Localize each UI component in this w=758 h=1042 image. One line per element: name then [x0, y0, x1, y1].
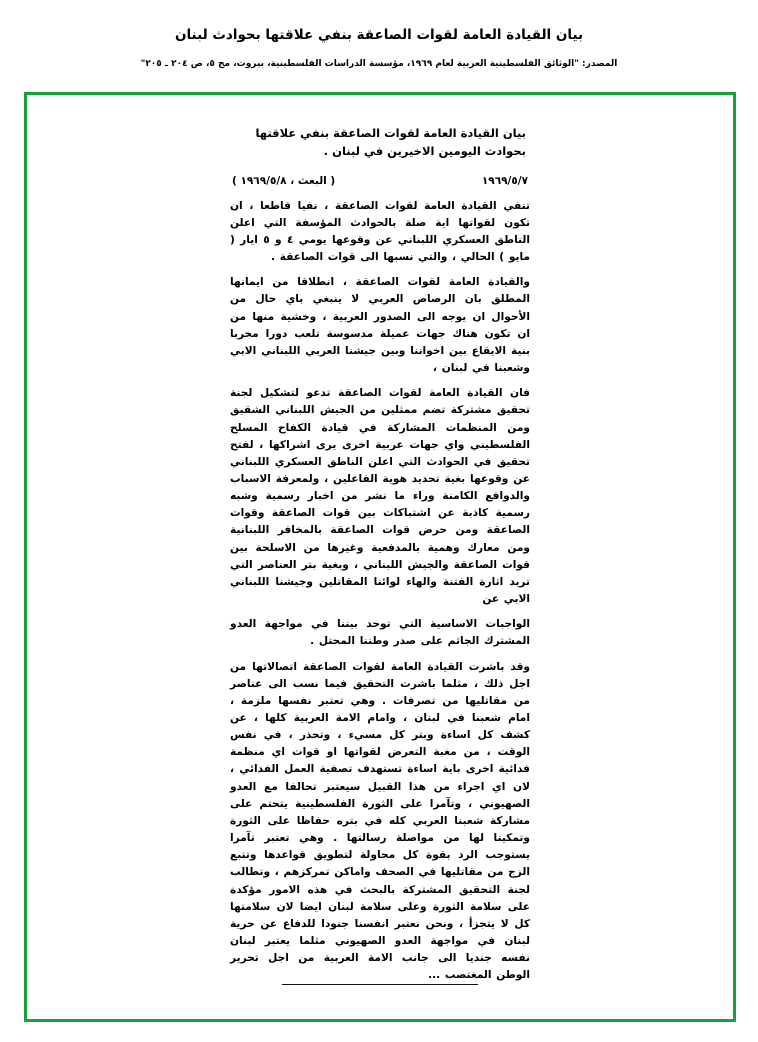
source-citation: المصدر: "الوثائق الفلسطينية العربية لعام ١٩٦٩، مؤسسة الدراسات الفلسطينية، بيروت، مج ٥، ص ٢٠٤ ـ ٢٠٥" — [140, 58, 618, 69]
page-title: بيان القيادة العامة لقوات الصاعقة بنفي علاقتها بحوادث لبنان — [174, 27, 584, 43]
text-column — [230, 125, 530, 985]
document-reference: ( البعث ، ١٩٦٩/٥/٨ ) — [232, 174, 336, 187]
scanned-document-body — [27, 95, 733, 1019]
paragraph: والقيادة العامة لقوات الصاعقة ، انطلاقا من ايمانها المطلق بان الرصاص العربي لا ينبغي باي حال من الأحوال ان يوجه الى الصدور العربية ، وخشية منها من ان تكون هناك جهات عميلة مدسوسة تلعب دورا مخربا بنية الايقاع بين اخواننا وبين جيشنا العربي اللبناني الابي وشعبنا في لبنان ، — [230, 276, 530, 375]
paragraph: فان القيادة العامة لقوات الصاعقة تدعو لتشكيل لجنة تحقيق مشتركة تضم ممثلين من الجيش اللبناني الشقيق ومن المنظمات المشاركة في قيادة الكفاح المسلح الفلسطيني واي جهات عربية اخرى يرى اشراكها ، لفتح تحقيق في الحوادث التي اعلن الناطق العسكري اللبناني عن وقوعها بغية تحديد هوية الفاعلين ، ولمعرفة الاسباب والدوافع الكامنة وراء ما نشر من اخبار رسمية وشبه رسمية كاذبة عن اشتباكات بين قوات الصاعقة وقوات الصاعقة ومن حرض قوات الصاعقة بالمخافر اللبنانية ومن معارك وهمية بالمدفعية وغيرها من الاسلحة بين قوات الصاعقة والجيش اللبناني ، وبغية بتر العناصر التي تريد اثارة الفتنة والهاء لوائنا المقاتلين وجيشنا اللبناني الابي عن — [230, 387, 530, 606]
document-heading: بيان القيادة العامة لقوات الصاعقة بنفي علاقتها بحوادث اليومين الاخيرين في لبنان . — [255, 126, 526, 158]
document-date: ١٩٦٩/٥/٧ — [481, 174, 528, 187]
document-meta — [230, 175, 530, 187]
scanned-document-frame — [24, 92, 736, 1022]
footer-divider — [282, 984, 478, 985]
paragraph: تنفي القيادة العامة لقوات الصاعقة ، نفيا قاطعا ، ان تكون لقواتها اية صلة بالحوادث المؤسفة التي اعلن الناطق العسكري اللبناني عن وقوعها يومي ٤ و ٥ ايار ( مايو ) الحالي ، والتي نسبها الى قوات الصاعقة . — [230, 199, 530, 264]
page-header — [0, 0, 758, 70]
paragraph: وقد باشرت القيادة العامة لقوات الصاعقة اتصالاتها من اجل ذلك ، مثلما باشرت التحقيق فيما نسب الى عناصر من مقاتليها من تصرفات . وهي تعتبر نفسها ملزمة ، امام شعبنا في لبنان ، وامام الامة العربية كلها ، عن كشف كل اساءة وبتر كل مسيء ، وتحذر ، في نفس الوقت ، من مغبة التعرض لقواتها او قوات اي منظمة فدائية اخرى باية اساءة تستهدف تصفية العمل الفدائي ، لان اي اجراء من هذا القبيل سيعتبر تحالفا مع العدو الصهيوني ، وتآمرا على الثورة الفلسطينية يتحتم على مشاركة شعبنا العربي كله في بتره حفاظا على الثورة وتمكينا لها من مواصلة رسالتها . وهي تعتبر تآمرا يستوجب الرد بقوة كل محاولة لتطويق قواعدها وتتبع الزج من مقاتليها في الصحف واماكن تمركزهم ، وتطالب لجنة التحقيق المشتركة بالبحث في هذه الامور مؤكدة على سلامة الثورة وعلى سلامة لبنان ايضا لان سلامتها كل لا يتجزأ ، ونحن نعتبر انفسنا جنودا للدفاع عن حرية لبنان في مواجهة العدو الصهيوني مثلما يعتبر لبنان نفسه جنديا الى جانب الامة العربية من اجل تحرير الوطن المغتصب ... — [230, 660, 530, 982]
paragraph: الواجبات الاساسية التي توحد بيننا في مواجهة العدو المشترك الجاثم على صدر وطننا المحتل . — [230, 618, 530, 648]
